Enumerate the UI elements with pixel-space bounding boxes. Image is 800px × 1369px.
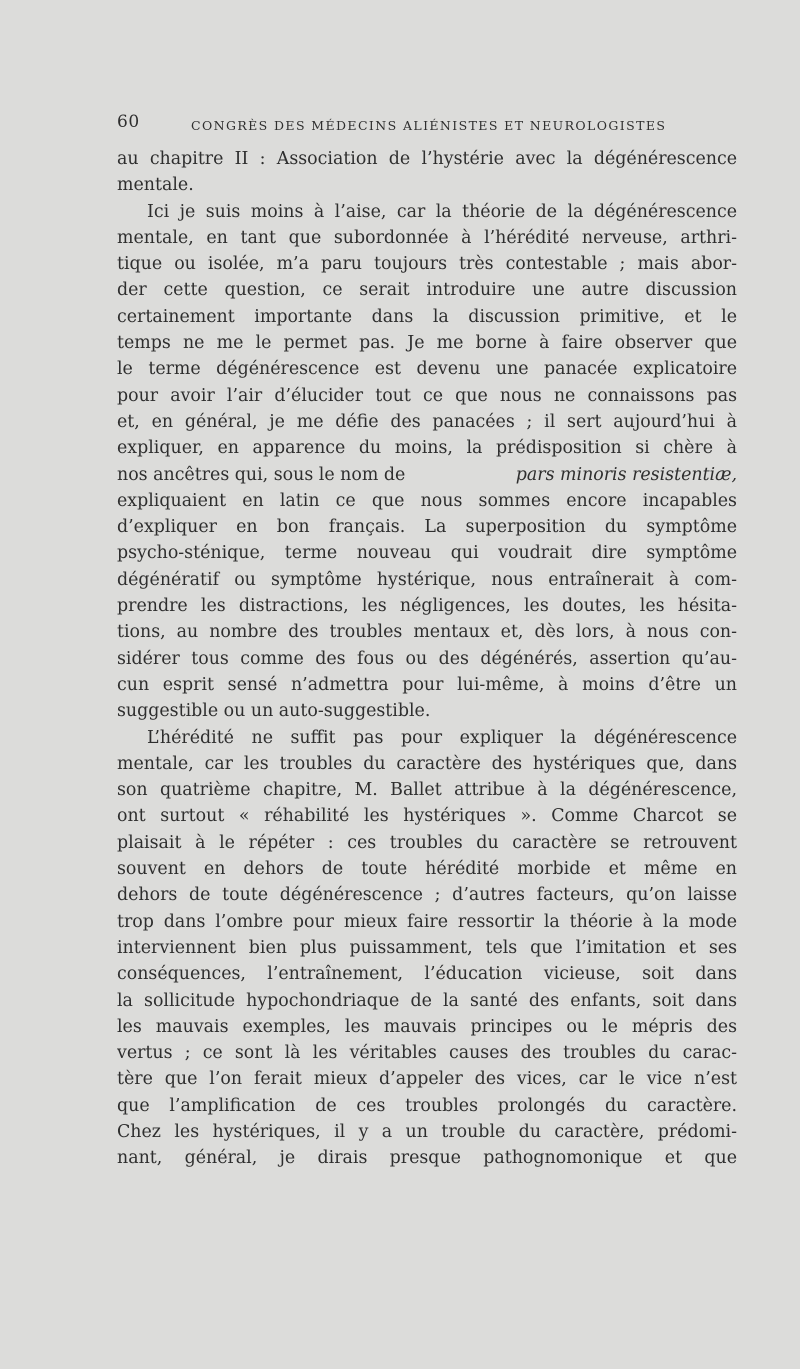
text-line: Ici je suis moins à l’aise, car la théorie de la dégénérescence [147, 201, 737, 222]
latin-phrase: pars minoris resistentiæ, [515, 464, 737, 485]
text-line: L’hérédité ne suffit pas pour expliquer la dégénérescence [147, 727, 737, 748]
text-line: dehors de toute dégénérescence ; d’autres facteurs, qu’on laisse [117, 885, 737, 906]
text-line: temps ne me le permet pas. Je me borne à faire observer que [117, 333, 737, 354]
text-line-segment: nos ancêtres qui, sous le nom de [117, 464, 406, 485]
text-line: mentale, car les troubles du caractère des hystériques que, dans [117, 753, 737, 774]
text-line: d’expliquer en bon français. La superposition du symptôme [117, 517, 737, 538]
text-line: ont surtout « réhabilité les hystériques ». Comme Charcot se [117, 806, 737, 827]
page-number: 60 [117, 112, 140, 132]
text-line: prendre les distractions, les négligences, les doutes, les hésita- [117, 596, 737, 617]
text-line: mentale. [117, 175, 194, 196]
text-line: tique ou isolée, m’a paru toujours très contestable ; mais abor- [117, 254, 737, 275]
text-line: trop dans l’ombre pour mieux faire ressortir la théorie à la mode [117, 911, 737, 932]
text-line: suggestible ou un auto-suggestible. [117, 701, 431, 722]
text-line: certainement importante dans la discussion primitive, et le [117, 306, 737, 327]
text-line: les mauvais exemples, les mauvais principes ou le mépris des [117, 1016, 737, 1037]
text-line: cun esprit sensé n’admettra pour lui-même, à moins d’être un [117, 674, 737, 695]
text-line: interviennent bien plus puissamment, tels que l’imitation et ses [117, 937, 737, 958]
text-line: Chez les hystériques, il y a un trouble du caractère, prédomi- [117, 1121, 737, 1142]
body-text [117, 146, 737, 1172]
running-head: CONGRÈS DES MÉDECINS ALIÉNISTES ET NEUROLOGISTES [191, 118, 667, 133]
text-line: mentale, en tant que subordonnée à l’hérédité nerveuse, arthri- [117, 227, 737, 248]
text-line: sidérer tous comme des fous ou des dégénérés, assertion qu’au- [117, 648, 737, 669]
text-line: tions, au nombre des troubles mentaux et, dès lors, à nous con- [117, 622, 737, 643]
text-line: vertus ; ce sont là les véritables causes des troubles du carac- [117, 1043, 737, 1064]
text-line: souvent en dehors de toute hérédité morbide et même en [117, 859, 737, 880]
text-line: pour avoir l’air d’élucider tout ce que nous ne connaissons pas [117, 385, 737, 406]
text-line: plaisait à le répéter : ces troubles du caractère se retrouvent [117, 832, 737, 853]
text-line: son quatrième chapitre, M. Ballet attribue à la dégénérescence, [117, 780, 737, 801]
text-line: la sollicitude hypochondriaque de la santé des enfants, soit dans [117, 990, 737, 1011]
text-line: expliquaient en latin ce que nous sommes encore incapables [117, 490, 737, 511]
text-line: au chapitre II : Association de l’hystérie avec la dégénérescence [117, 149, 737, 169]
text-line: psycho-sténique, terme nouveau qui voudrait dire symptôme [117, 543, 737, 564]
text-line: dégénératif ou symptôme hystérique, nous entraînerait à com- [117, 569, 737, 590]
text-line: que l’amplification de ces troubles prolongés du caractère. [117, 1095, 737, 1116]
text-line: conséquences, l’entraînement, l’éducation vicieuse, soit dans [117, 964, 737, 985]
text-line: der cette question, ce serait introduire une autre discussion [117, 280, 737, 301]
text-line: le terme dégénérescence est devenu une panacée explicatoire [117, 359, 737, 380]
text-line: tère que l’on ferait mieux d’appeler des vices, car le vice n’est [117, 1069, 737, 1090]
text-line: et, en général, je me défie des panacées ; il sert aujourd’hui à [117, 411, 737, 432]
text-line-with-italic [117, 462, 737, 488]
text-line: nant, général, je dirais presque pathognomonique et que [117, 1148, 737, 1169]
text-line: expliquer, en apparence du moins, la prédisposition si chère à [117, 438, 737, 459]
page-header [117, 112, 737, 136]
